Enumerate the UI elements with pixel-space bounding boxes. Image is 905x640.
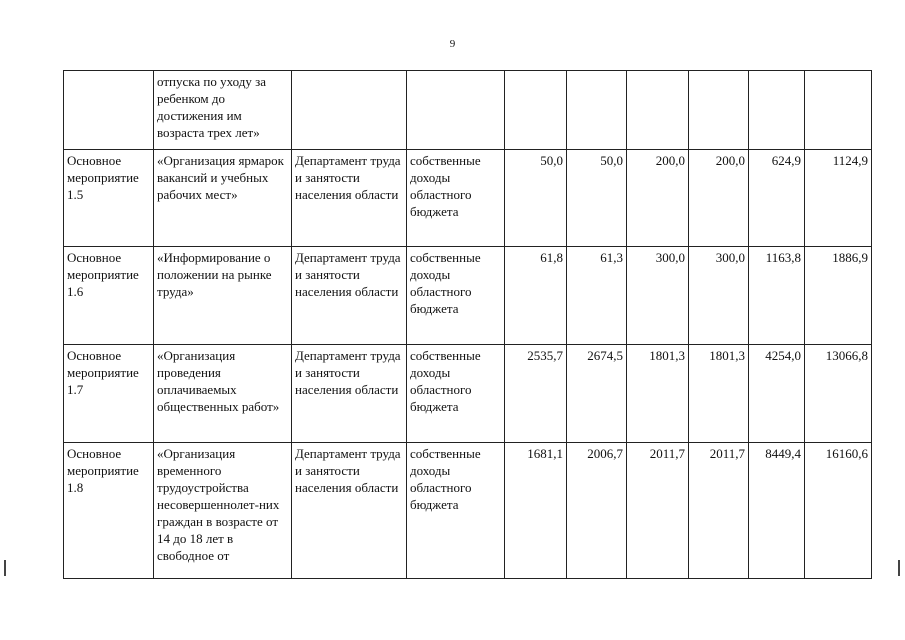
value-cell: 4254,0	[749, 345, 805, 443]
event-cell: Основное мероприятие 1.6	[64, 247, 154, 345]
table-row	[64, 150, 872, 247]
event-cell: Основное мероприятие 1.5	[64, 150, 154, 247]
table-row	[64, 443, 872, 579]
value-cell: 300,0	[689, 247, 749, 345]
value-cell: 13066,8	[805, 345, 872, 443]
value-cell	[689, 71, 749, 150]
value-cell: 8449,4	[749, 443, 805, 579]
activity-name-cell: отпуска по уходу за ребенком до достижения им возраста трех лет»	[154, 71, 292, 150]
value-cell: 61,3	[567, 247, 627, 345]
value-cell: 2011,7	[627, 443, 689, 579]
executor-cell: Департамент труда и занятости населения области	[292, 247, 407, 345]
funding-source-cell: собственные доходы областного бюджета	[407, 443, 505, 579]
value-cell	[805, 71, 872, 150]
activity-name-cell: «Информирование о положении на рынке труда»	[154, 247, 292, 345]
value-cell: 2535,7	[505, 345, 567, 443]
funding-source-cell: собственные доходы областного бюджета	[407, 150, 505, 247]
table-row	[64, 71, 872, 150]
table-row	[64, 247, 872, 345]
value-cell: 200,0	[689, 150, 749, 247]
value-cell: 1801,3	[689, 345, 749, 443]
value-cell: 16160,6	[805, 443, 872, 579]
value-cell	[505, 71, 567, 150]
executor-cell	[292, 71, 407, 150]
value-cell	[749, 71, 805, 150]
value-cell: 61,8	[505, 247, 567, 345]
value-cell: 1681,1	[505, 443, 567, 579]
event-cell	[64, 71, 154, 150]
event-cell: Основное мероприятие 1.7	[64, 345, 154, 443]
activity-name-cell: «Организация ярмарок вакансий и учебных рабочих мест»	[154, 150, 292, 247]
funding-source-cell: собственные доходы областного бюджета	[407, 345, 505, 443]
value-cell: 1124,9	[805, 150, 872, 247]
program-table	[63, 70, 872, 579]
value-cell: 1801,3	[627, 345, 689, 443]
value-cell	[567, 71, 627, 150]
value-cell: 50,0	[505, 150, 567, 247]
value-cell: 200,0	[627, 150, 689, 247]
value-cell: 624,9	[749, 150, 805, 247]
value-cell: 1163,8	[749, 247, 805, 345]
funding-source-cell: собственные доходы областного бюджета	[407, 247, 505, 345]
activity-name-cell: «Организация проведения оплачиваемых общественных работ»	[154, 345, 292, 443]
executor-cell: Департамент труда и занятости населения области	[292, 150, 407, 247]
table-row	[64, 345, 872, 443]
value-cell: 50,0	[567, 150, 627, 247]
executor-cell: Департамент труда и занятости населения области	[292, 345, 407, 443]
value-cell: 2011,7	[689, 443, 749, 579]
value-cell: 1886,9	[805, 247, 872, 345]
executor-cell: Департамент труда и занятости населения области	[292, 443, 407, 579]
value-cell: 300,0	[627, 247, 689, 345]
value-cell: 2006,7	[567, 443, 627, 579]
funding-source-cell	[407, 71, 505, 150]
event-cell: Основное мероприятие 1.8	[64, 443, 154, 579]
scan-edge-mark-left	[4, 560, 6, 576]
page-number: 9	[449, 38, 456, 50]
activity-name-cell: «Организация временного трудоустройства несовершеннолет-них граждан в возрасте от 14 до 18 лет в свободное от	[154, 443, 292, 579]
value-cell	[627, 71, 689, 150]
value-cell: 2674,5	[567, 345, 627, 443]
scan-edge-mark-right	[898, 560, 900, 576]
